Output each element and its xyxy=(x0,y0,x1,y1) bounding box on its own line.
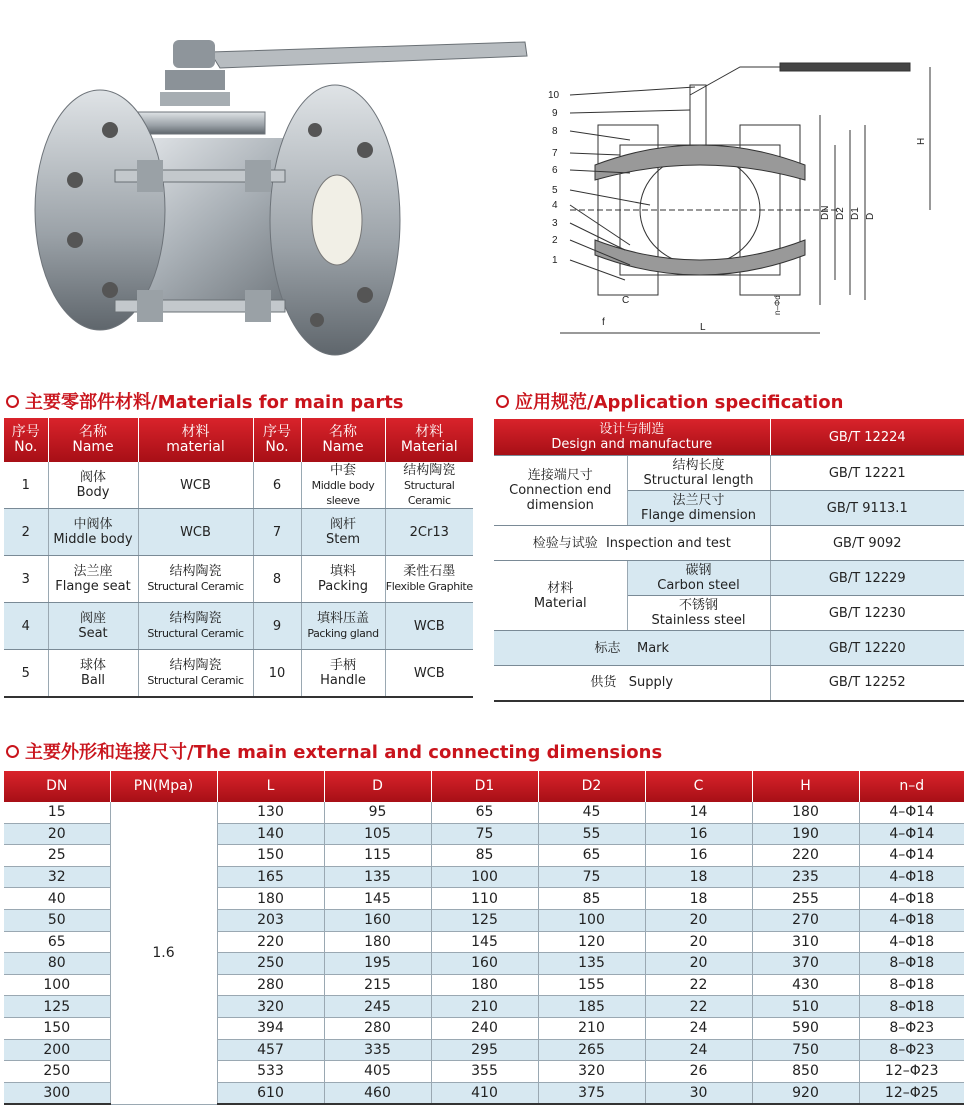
dim-cell: 310 xyxy=(752,931,859,953)
dim-cell: 150 xyxy=(217,845,324,867)
dim-cell: 180 xyxy=(431,974,538,996)
part-label-1: 1 xyxy=(552,255,558,266)
materials-title-text: 主要零部件材料/Materials for main parts xyxy=(25,392,404,413)
dim-cell: 4–Φ18 xyxy=(859,909,964,931)
table-row: 材料 Material 碳钢 Carbon steel GB/T 12229 xyxy=(494,561,964,596)
dim-cell: 4–Φ18 xyxy=(859,866,964,888)
dim-cell: 145 xyxy=(324,888,431,910)
dim-cell: 180 xyxy=(217,888,324,910)
dim-label-nd: n–Φd xyxy=(773,295,782,315)
dim-cell: 95 xyxy=(324,802,431,823)
dim-header-pn: PN(Mpa) xyxy=(110,771,217,802)
dim-cell-dn: 300 xyxy=(4,1082,110,1104)
dim-cell: 430 xyxy=(752,974,859,996)
dim-cell: 155 xyxy=(538,974,645,996)
dim-cell: 16 xyxy=(645,845,752,867)
dim-header-l: L xyxy=(217,771,324,802)
dim-cell: 335 xyxy=(324,1039,431,1061)
dim-cell-dn: 25 xyxy=(4,845,110,867)
dim-label-d1: D1 xyxy=(850,207,861,220)
dim-header-c: C xyxy=(645,771,752,802)
dim-cell: 190 xyxy=(752,823,859,845)
dim-cell: 4–Φ14 xyxy=(859,845,964,867)
dim-label-c: C xyxy=(622,295,630,306)
dim-cell: 165 xyxy=(217,866,324,888)
bullet-circle-icon xyxy=(6,395,19,408)
part-label-4: 4 xyxy=(552,200,558,211)
dim-cell: 55 xyxy=(538,823,645,845)
dim-cell: 26 xyxy=(645,1061,752,1083)
dimensions-title xyxy=(6,738,662,764)
dim-cell: 8–Φ18 xyxy=(859,953,964,975)
dim-label-d2: D2 xyxy=(835,207,846,220)
dim-cell: 394 xyxy=(217,1017,324,1039)
bullet-circle-icon xyxy=(496,395,509,408)
dimensions-title-text: 主要外形和连接尺寸/The main external and connecting dimensions xyxy=(25,742,663,763)
materials-title xyxy=(6,388,404,414)
dim-cell: 180 xyxy=(752,802,859,823)
dim-cell: 135 xyxy=(538,953,645,975)
materials-header-no-2: 序号 No. xyxy=(253,418,301,462)
dim-cell: 30 xyxy=(645,1082,752,1104)
dim-cell: 255 xyxy=(752,888,859,910)
dim-cell: 145 xyxy=(431,931,538,953)
dim-cell: 120 xyxy=(538,931,645,953)
part-label-5: 5 xyxy=(552,185,558,196)
dim-cell: 280 xyxy=(324,1017,431,1039)
dim-cell: 4–Φ14 xyxy=(859,802,964,823)
dim-header-h: H xyxy=(752,771,859,802)
dim-cell: 65 xyxy=(538,845,645,867)
dim-cell: 610 xyxy=(217,1082,324,1104)
dim-cell: 20 xyxy=(645,953,752,975)
materials-header-material-2: 材料 Material xyxy=(385,418,473,462)
part-label-8: 8 xyxy=(552,126,558,137)
dim-cell: 355 xyxy=(431,1061,538,1083)
dim-cell: 590 xyxy=(752,1017,859,1039)
table-row: 1 阀体 Body WCB 6 中套 Middle body sleeve 结构陶瓷 Structural Ceramic xyxy=(4,462,473,509)
table-row: 2 中阀体 Middle body WCB 7 阀杆 Stem 2Cr13 xyxy=(4,509,473,556)
dim-cell-dn: 20 xyxy=(4,823,110,845)
dim-cell: 24 xyxy=(645,1017,752,1039)
dimensions-header-row xyxy=(4,771,964,802)
dim-cell: 4–Φ18 xyxy=(859,931,964,953)
dim-cell-dn: 250 xyxy=(4,1061,110,1083)
dim-cell-dn: 100 xyxy=(4,974,110,996)
dim-cell: 750 xyxy=(752,1039,859,1061)
dim-cell-dn: 80 xyxy=(4,953,110,975)
dim-cell: 22 xyxy=(645,996,752,1018)
dim-cell: 115 xyxy=(324,845,431,867)
ball-valve-photo xyxy=(25,20,545,365)
part-label-2: 2 xyxy=(552,235,558,246)
bullet-circle-icon xyxy=(6,745,19,758)
materials-header-no: 序号 No. xyxy=(4,418,48,462)
dim-cell: 140 xyxy=(217,823,324,845)
part-label-10: 10 xyxy=(548,90,560,101)
dim-cell: 4–Φ18 xyxy=(859,888,964,910)
dim-cell: 4–Φ14 xyxy=(859,823,964,845)
dim-cell: 370 xyxy=(752,953,859,975)
dim-cell: 12–Φ25 xyxy=(859,1082,964,1104)
dim-cell: 130 xyxy=(217,802,324,823)
dim-cell: 18 xyxy=(645,866,752,888)
dim-cell: 195 xyxy=(324,953,431,975)
dim-cell: 510 xyxy=(752,996,859,1018)
dim-cell: 375 xyxy=(538,1082,645,1104)
dim-cell: 250 xyxy=(217,953,324,975)
dim-cell: 295 xyxy=(431,1039,538,1061)
dim-cell: 215 xyxy=(324,974,431,996)
dim-cell: 24 xyxy=(645,1039,752,1061)
dim-cell: 110 xyxy=(431,888,538,910)
table-row: 4 阀座 Seat 结构陶瓷 Structural Ceramic 9 填料压盖 Packing gland WCB xyxy=(4,603,473,650)
dim-cell-dn: 32 xyxy=(4,866,110,888)
dim-cell: 210 xyxy=(431,996,538,1018)
dim-label-f: f xyxy=(602,317,605,328)
dim-cell: 210 xyxy=(538,1017,645,1039)
table-row: 法兰尺寸 Flange dimension GB/T 9113.1 xyxy=(494,491,964,526)
table-row: 5 球体 Ball 结构陶瓷 Structural Ceramic 10 手柄 Handle WCB xyxy=(4,650,473,698)
dim-cell: 533 xyxy=(217,1061,324,1083)
dim-cell: 18 xyxy=(645,888,752,910)
dim-label-h: H xyxy=(916,137,927,145)
dim-cell: 160 xyxy=(431,953,538,975)
dim-cell: 85 xyxy=(431,845,538,867)
part-label-3: 3 xyxy=(552,218,558,229)
dim-label-l: L xyxy=(700,322,706,333)
table-row: 不锈钢 Stainless steel GB/T 12230 xyxy=(494,596,964,631)
dim-cell: 14 xyxy=(645,802,752,823)
dim-cell: 457 xyxy=(217,1039,324,1061)
dim-cell: 20 xyxy=(645,909,752,931)
dim-cell: 180 xyxy=(324,931,431,953)
valve-cross-section-drawing xyxy=(540,55,960,345)
table-row: 供货 Supply GB/T 12252 xyxy=(494,666,964,701)
dim-cell-pn: 1.6 xyxy=(110,802,217,1104)
table-row: 3 法兰座 Flange seat 结构陶瓷 Structural Ceramic 8 填料 Packing 柔性石墨 Flexible Graphite xyxy=(4,556,473,603)
dim-cell: 280 xyxy=(217,974,324,996)
materials-header-name: 名称 Name xyxy=(48,418,138,462)
dim-label-dn: DN xyxy=(820,205,831,220)
dim-cell: 220 xyxy=(217,931,324,953)
dim-cell: 245 xyxy=(324,996,431,1018)
part-label-6: 6 xyxy=(552,165,558,176)
dim-cell: 65 xyxy=(431,802,538,823)
dim-cell: 850 xyxy=(752,1061,859,1083)
dim-cell: 22 xyxy=(645,974,752,996)
dim-cell-dn: 200 xyxy=(4,1039,110,1061)
dim-cell: 203 xyxy=(217,909,324,931)
dim-cell-dn: 125 xyxy=(4,996,110,1018)
dim-cell: 125 xyxy=(431,909,538,931)
dim-header-d: D xyxy=(324,771,431,802)
dim-cell: 20 xyxy=(645,931,752,953)
dim-cell: 8–Φ18 xyxy=(859,996,964,1018)
dim-header-d2: D2 xyxy=(538,771,645,802)
dim-cell: 185 xyxy=(538,996,645,1018)
dim-cell: 320 xyxy=(538,1061,645,1083)
dim-header-nd: n–d xyxy=(859,771,964,802)
table-row: 设计与制造 Design and manufacture GB/T 12224 xyxy=(494,419,964,456)
dim-cell: 240 xyxy=(431,1017,538,1039)
materials-header-row xyxy=(4,418,473,462)
materials-header-material: 材料 material xyxy=(138,418,253,462)
dim-cell: 405 xyxy=(324,1061,431,1083)
dim-cell: 320 xyxy=(217,996,324,1018)
dim-cell: 8–Φ23 xyxy=(859,1039,964,1061)
dim-cell-dn: 40 xyxy=(4,888,110,910)
dim-cell: 85 xyxy=(538,888,645,910)
table-row: 标志 Mark GB/T 12220 xyxy=(494,631,964,666)
dim-cell-dn: 150 xyxy=(4,1017,110,1039)
materials-header-name-2: 名称 Name xyxy=(301,418,385,462)
dim-cell: 460 xyxy=(324,1082,431,1104)
dim-cell: 920 xyxy=(752,1082,859,1104)
application-title-text: 应用规范/Application specification xyxy=(515,392,844,413)
part-label-9: 9 xyxy=(552,108,558,119)
dim-cell: 220 xyxy=(752,845,859,867)
dim-cell: 16 xyxy=(645,823,752,845)
dim-cell: 75 xyxy=(538,866,645,888)
dim-cell: 265 xyxy=(538,1039,645,1061)
table-row: 检验与试验 Inspection and test GB/T 9092 xyxy=(494,526,964,561)
table-row: 连接端尺寸 Connection end dimension 结构长度 Structural length GB/T 12221 xyxy=(494,456,964,491)
dim-label-d: D xyxy=(865,212,876,220)
materials-table xyxy=(4,418,473,698)
dim-cell-dn: 50 xyxy=(4,909,110,931)
dim-cell: 8–Φ18 xyxy=(859,974,964,996)
dim-cell: 100 xyxy=(431,866,538,888)
application-title xyxy=(496,388,843,414)
dim-cell-dn: 15 xyxy=(4,802,110,823)
dim-header-d1: D1 xyxy=(431,771,538,802)
dim-header-dn: DN xyxy=(4,771,110,802)
dim-cell: 270 xyxy=(752,909,859,931)
dim-cell-dn: 65 xyxy=(4,931,110,953)
dim-cell: 100 xyxy=(538,909,645,931)
dim-cell: 105 xyxy=(324,823,431,845)
dim-cell: 75 xyxy=(431,823,538,845)
dim-cell: 160 xyxy=(324,909,431,931)
dim-cell: 410 xyxy=(431,1082,538,1104)
part-label-7: 7 xyxy=(552,148,558,159)
table-row xyxy=(4,802,964,823)
application-table xyxy=(494,419,964,702)
dim-cell: 45 xyxy=(538,802,645,823)
dim-cell: 8–Φ23 xyxy=(859,1017,964,1039)
dim-cell: 235 xyxy=(752,866,859,888)
dim-cell: 135 xyxy=(324,866,431,888)
dimensions-table xyxy=(4,771,964,1105)
dim-cell: 12–Φ23 xyxy=(859,1061,964,1083)
